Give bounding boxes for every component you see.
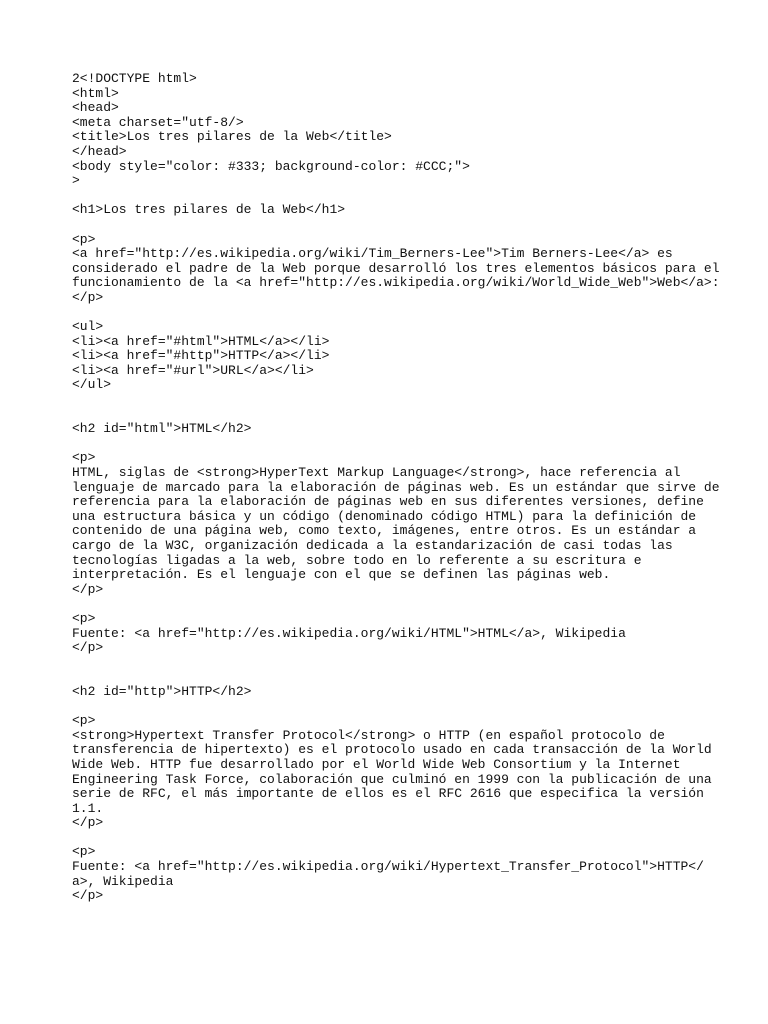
code-line: </p>: [72, 289, 104, 305]
code-line: <h2 id="html">HTML</h2>: [72, 421, 252, 437]
blank-line: [72, 218, 712, 233]
code-line: </p>: [72, 581, 104, 597]
code-line: serie de RFC, el más importante de ellos es el RFC 2616 que especifica la versión: [72, 786, 704, 802]
code-line: referencia para la elaboración de páginas web en sus diferentes versiones, define: [72, 494, 704, 510]
code-line: </p>: [72, 640, 104, 656]
code-line: Fuente: <a href="http://es.wikipedia.org/wiki/Hypertext_Transfer_Protocol">HTTP</: [72, 859, 704, 875]
doctype-head-block: [72, 72, 712, 189]
code-line: Fuente: <a href="http://es.wikipedia.org/wiki/HTML">HTML</a>, Wikipedia: [72, 625, 626, 641]
code-line: <p>: [72, 610, 96, 626]
blank-lines: [72, 656, 712, 685]
code-line: </ul>: [72, 377, 112, 393]
list-block: [72, 320, 712, 393]
code-line: <li><a href="#http">HTTP</a></li>: [72, 348, 330, 364]
http-source-block: [72, 845, 712, 903]
h2-html-block: [72, 422, 712, 437]
code-line: <a href="http://es.wikipedia.org/wiki/Tim_Berners-Lee">Tim Berners-Lee</a> es: [72, 246, 673, 262]
code-line: transferencia de hipertexto) es el protocolo usado en cada transacción de la World: [72, 742, 712, 758]
html-paragraph-block: [72, 450, 720, 597]
code-line: Engineering Task Force, colaboración que culminó en 1999 con la publicación de una: [72, 771, 712, 787]
intro-paragraph-block: [72, 231, 720, 306]
document-page: [72, 71, 720, 904]
code-line: Wide Web. HTTP fue desarrollado por el World Wide Web Consortium y la Internet: [72, 756, 681, 772]
code-line: <html>: [72, 85, 119, 101]
code-line: >: [72, 173, 80, 189]
code-line: <li><a href="#url">URL</a></li>: [72, 362, 314, 378]
code-line: <p>: [72, 231, 96, 247]
code-line: tecnologías ligadas a la web, sobre todo en lo referente a su escritura e: [72, 552, 642, 568]
code-line: cargo de la W3C, organización dedicada a la estandarización de casi todas las: [72, 538, 673, 553]
blank-line: [72, 831, 712, 846]
code-line: <h2 id="http">HTTP</h2>: [72, 683, 252, 699]
code-line: HTML, siglas de <strong>HyperText Markup Language</strong>, hace referencia al: [72, 465, 681, 481]
code-line: una estructura básica y un código (denominado código HTML) para la definición de: [72, 508, 697, 524]
code-line: </p>: [72, 888, 104, 904]
http-paragraph-block: [72, 714, 712, 831]
code-line: <p>: [72, 713, 96, 729]
code-line: <ul>: [72, 319, 104, 335]
code-line: interpretación. Es el lenguaje con el que se definen las páginas web.: [72, 567, 611, 583]
code-line: 2<!DOCTYPE html>: [72, 71, 197, 86]
code-line: <head>: [72, 100, 119, 116]
code-line: <body style="color: #333; background-color: #CCC;">: [72, 158, 470, 174]
code-line: contenido de una página web, como texto, imágenes, entre otros. Es un estándar a: [72, 523, 697, 539]
code-line: <meta charset="utf-8/>: [72, 114, 244, 130]
code-line: 1.1.: [72, 800, 104, 816]
code-line: a>, Wikipedia: [72, 873, 174, 889]
code-line: <p>: [72, 450, 96, 466]
blank-line: [72, 437, 712, 452]
blank-line: [72, 700, 712, 715]
blank-line: [72, 189, 712, 204]
code-line: lenguaje de marcado para la elaboración de páginas web. Es un estándar que sirve de: [72, 479, 720, 495]
code-line: funcionamiento de la <a href="http://es.wikipedia.org/wiki/World_Wide_Web">Web</a>:: [72, 275, 720, 291]
blank-line: [72, 597, 712, 612]
code-line: considerado el padre de la Web porque desarrolló los tres elementos básicos para el: [72, 260, 720, 276]
code-line: <li><a href="#html">HTML</a></li>: [72, 333, 330, 349]
code-line: <p>: [72, 844, 96, 860]
code-line: </p>: [72, 815, 104, 831]
code-line: <title>Los tres pilares de la Web</title>: [72, 129, 392, 145]
html-source-block: [72, 612, 712, 656]
h1-block: [72, 203, 712, 218]
code-line: <strong>Hypertext Transfer Protocol</strong> o HTTP (en español protocolo de: [72, 727, 665, 743]
code-line: <h1>Los tres pilares de la Web</h1>: [72, 202, 346, 218]
code-line: </head>: [72, 143, 127, 159]
blank-lines: [72, 393, 712, 422]
h2-http-block: [72, 685, 712, 700]
blank-line: [72, 306, 712, 321]
